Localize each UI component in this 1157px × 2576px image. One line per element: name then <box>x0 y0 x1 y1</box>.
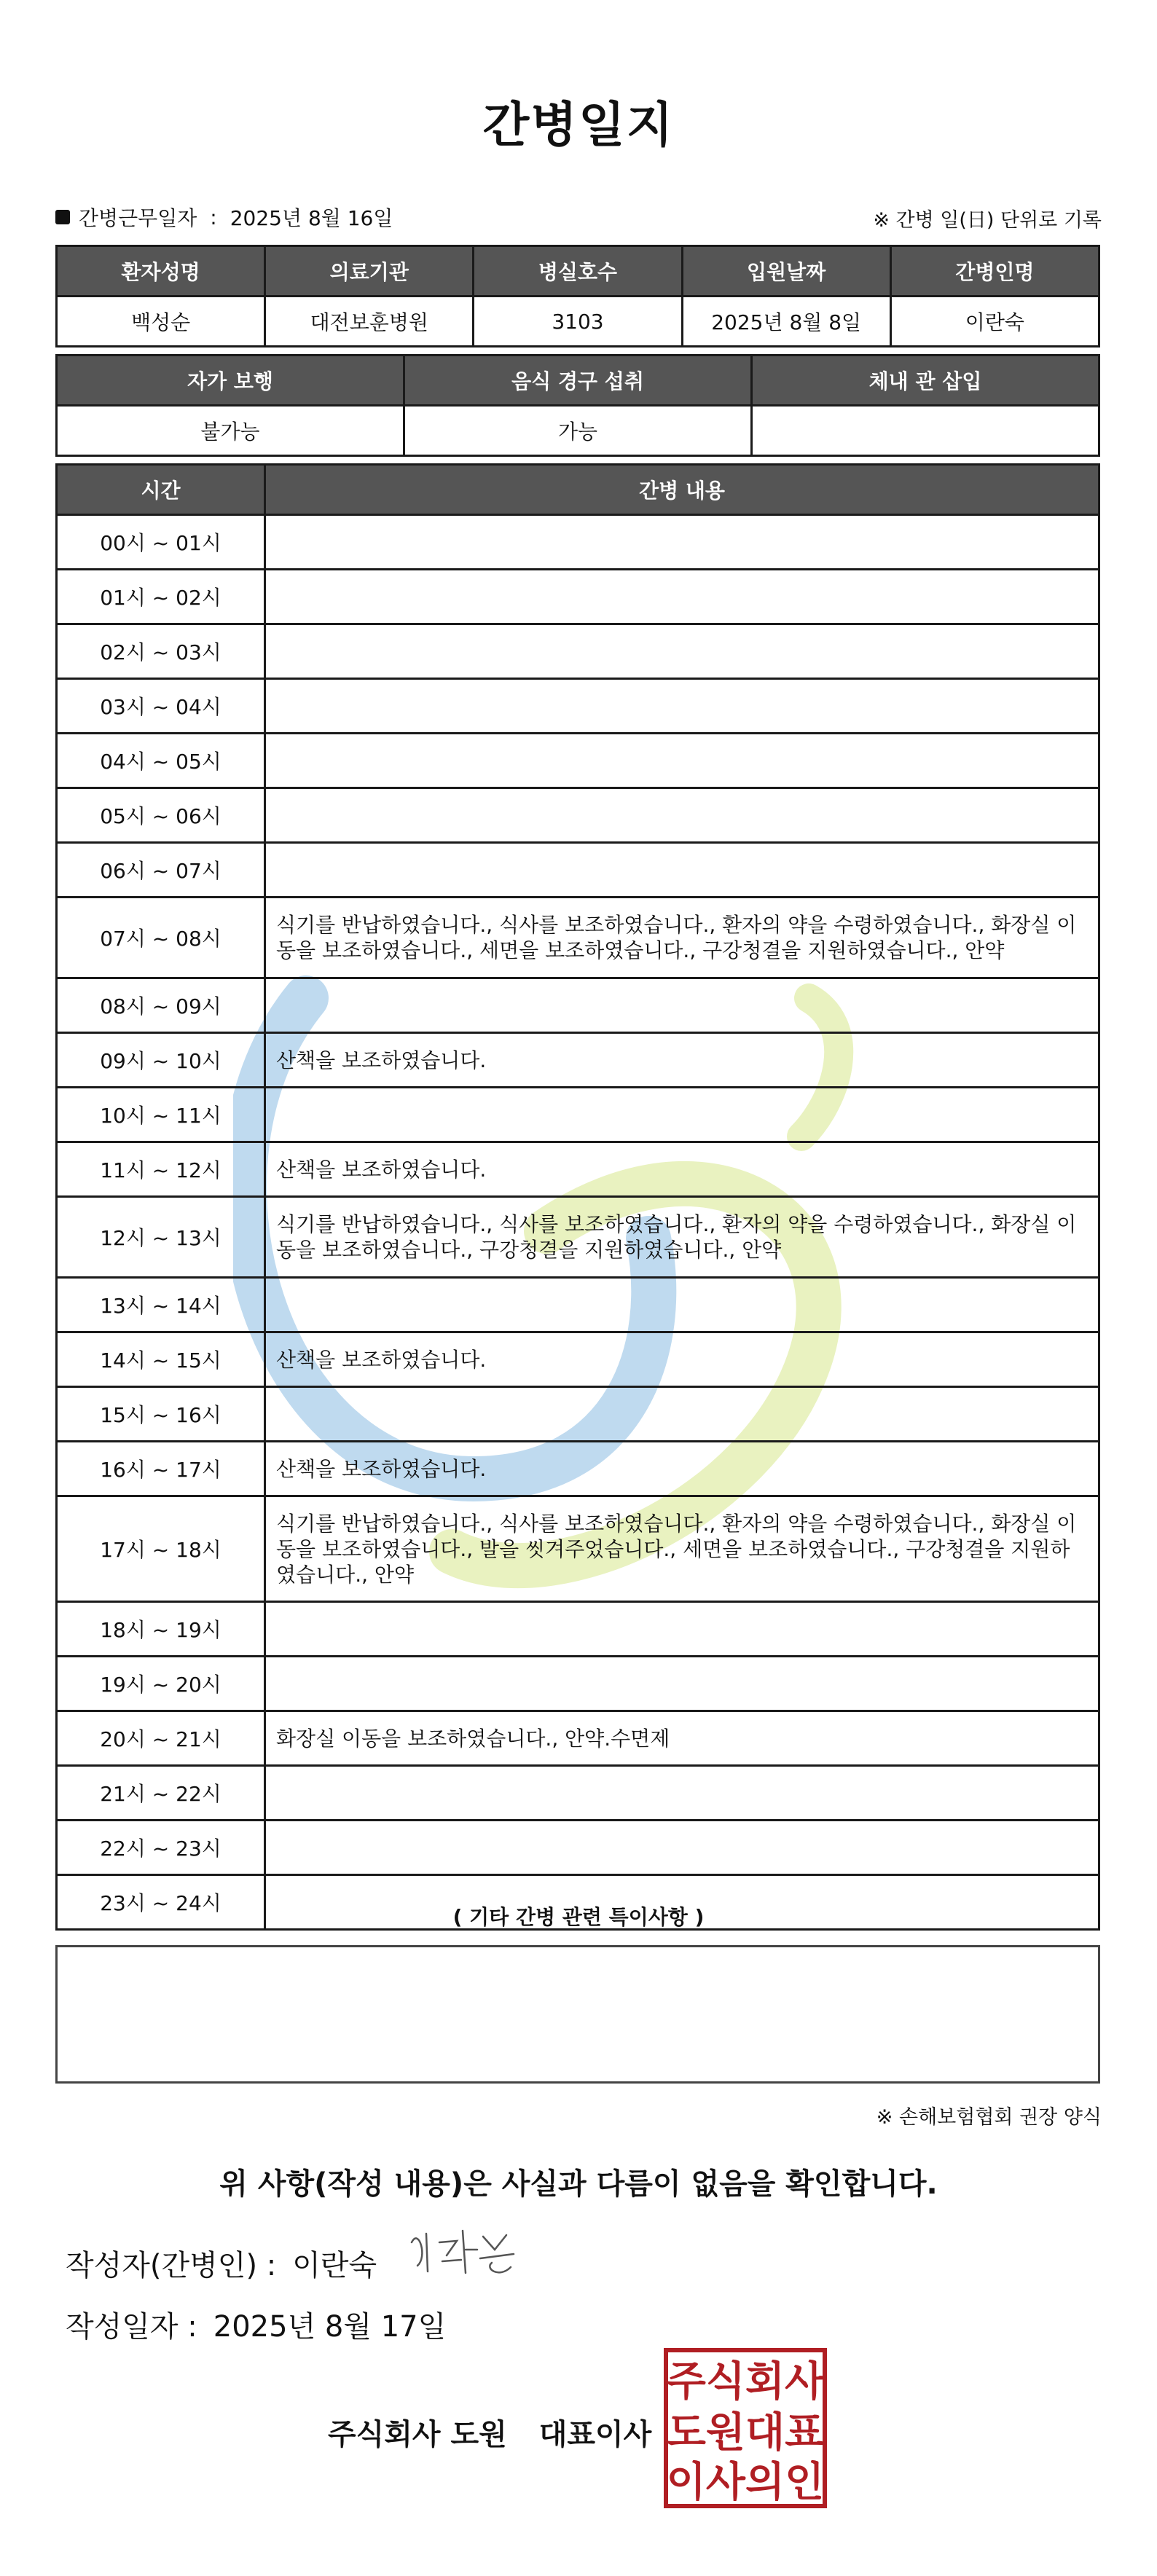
log-content <box>265 1821 1099 1875</box>
log-content <box>265 624 1099 679</box>
seal-line-3: 이사의인 <box>666 2459 825 2506</box>
log-time: 18시 ~ 19시 <box>57 1602 265 1657</box>
patient-status-table <box>55 354 1100 457</box>
header-time: 시간 <box>57 465 265 515</box>
log-content <box>265 1657 1099 1711</box>
log-content: 식기를 반납하였습니다., 식사를 보조하였습니다., 환자의 약을 수령하였습니다., 화장실 이동을 보조하였습니다., 발을 씻겨주었습니다., 세면을 보조하였습니다., 구강청결을 지원하였습니다., 안약 <box>265 1496 1099 1602</box>
log-time: 12시 ~ 13시 <box>57 1197 265 1278</box>
log-header-row <box>57 465 1099 515</box>
log-time: 05시 ~ 06시 <box>57 788 265 843</box>
work-date-row <box>55 203 393 232</box>
log-content <box>265 978 1099 1033</box>
log-content <box>265 1602 1099 1657</box>
header-patient-name: 환자성명 <box>57 246 265 297</box>
header-tube-insertion: 체내 관 삽입 <box>752 356 1099 406</box>
log-time: 17시 ~ 18시 <box>57 1496 265 1602</box>
log-time: 08시 ~ 09시 <box>57 978 265 1033</box>
patient-name: 백성순 <box>57 297 265 347</box>
company-seal-stamp <box>663 2347 828 2509</box>
log-time: 02시 ~ 03시 <box>57 624 265 679</box>
seal-line-2: 도원대표 <box>666 2409 825 2457</box>
admission-date: 2025년 8월 8일 <box>682 297 890 347</box>
log-time: 03시 ~ 04시 <box>57 679 265 734</box>
patient-info-table <box>55 245 1100 347</box>
log-time: 13시 ~ 14시 <box>57 1278 265 1332</box>
header-oral-intake: 음식 경구 섭취 <box>404 356 752 406</box>
log-time: 07시 ~ 08시 <box>57 898 265 978</box>
oral-intake-value: 가능 <box>404 406 752 456</box>
log-time: 19시 ~ 20시 <box>57 1657 265 1711</box>
header-care-content: 간병 내용 <box>265 465 1099 515</box>
writer-name: 이란숙 <box>292 2249 377 2282</box>
log-row <box>57 1197 1099 1278</box>
patient-value-row <box>57 297 1099 347</box>
log-content <box>265 1766 1099 1821</box>
header-hospital: 의료기관 <box>265 246 474 297</box>
writer-row <box>66 2242 377 2284</box>
log-content: 식기를 반납하였습니다., 식사를 보조하였습니다., 환자의 약을 수령하였습니다., 화장실 이동을 보조하였습니다., 구강청결을 지원하였습니다., 안약 <box>265 1197 1099 1278</box>
log-content <box>265 734 1099 788</box>
work-date-separator: : <box>210 205 217 229</box>
log-time: 16시 ~ 17시 <box>57 1442 265 1496</box>
log-content: 식기를 반납하였습니다., 식사를 보조하였습니다., 환자의 약을 수령하였습니다., 화장실 이동을 보조하였습니다., 세면을 보조하였습니다., 구강청결을 지원하였습니다., 안약 <box>265 898 1099 978</box>
log-content <box>265 679 1099 734</box>
log-row <box>57 898 1099 978</box>
page-title: 간병일지 <box>482 97 675 153</box>
log-content <box>265 1387 1099 1442</box>
care-log-table <box>55 463 1100 1931</box>
seal-line-1: 주식회사 <box>666 2358 825 2406</box>
caregiver-name: 이란숙 <box>890 297 1099 347</box>
unit-note: ※ 간병 일(日) 단위로 기록 <box>873 209 1102 232</box>
patient-header-row <box>57 246 1099 297</box>
log-row <box>57 1821 1099 1875</box>
header-admission-date: 입원날짜 <box>682 246 890 297</box>
company-name: 주식회사 도원 <box>328 2418 507 2451</box>
bullet-square-icon <box>55 210 70 224</box>
log-content: 산책을 보조하였습니다. <box>265 1033 1099 1088</box>
log-row <box>57 1711 1099 1766</box>
written-date-row <box>66 2304 446 2345</box>
header-caregiver: 간병인명 <box>890 246 1099 297</box>
header-room: 병실호수 <box>474 246 682 297</box>
log-time: 06시 ~ 07시 <box>57 843 265 898</box>
log-row <box>57 515 1099 570</box>
company-signoff <box>328 2411 651 2453</box>
log-row <box>57 1278 1099 1332</box>
status-header-row <box>57 356 1099 406</box>
log-time: 10시 ~ 11시 <box>57 1088 265 1142</box>
log-time: 00시 ~ 01시 <box>57 515 265 570</box>
confirmation-statement: 위 사항(작성 내용)은 사실과 다름이 없음을 확인합니다. <box>219 2167 938 2201</box>
log-content <box>265 570 1099 624</box>
room-number: 3103 <box>474 297 682 347</box>
log-row <box>57 843 1099 898</box>
log-row <box>57 1033 1099 1088</box>
log-row <box>57 1387 1099 1442</box>
log-time: 09시 ~ 10시 <box>57 1033 265 1088</box>
written-date-value: 2025년 8월 17일 <box>213 2310 447 2344</box>
log-row <box>57 978 1099 1033</box>
log-content: 산책을 보조하였습니다. <box>265 1332 1099 1387</box>
self-walking-value: 불가능 <box>57 406 404 456</box>
company-ceo-title: 대표이사 <box>538 2418 652 2451</box>
header-self-walking: 자가 보행 <box>57 356 404 406</box>
log-content: 산책을 보조하였습니다. <box>265 1442 1099 1496</box>
hospital-name: 대전보훈병원 <box>265 297 474 347</box>
log-content: 산책을 보조하였습니다. <box>265 1142 1099 1197</box>
log-time: 23시 ~ 24시 <box>57 1875 265 1930</box>
work-date-value: 2025년 8월 16일 <box>230 206 393 230</box>
log-row <box>57 1496 1099 1602</box>
log-row <box>57 788 1099 843</box>
log-content <box>265 843 1099 898</box>
notes-box <box>55 1945 1100 2084</box>
log-row <box>57 1142 1099 1197</box>
log-content <box>265 1278 1099 1332</box>
log-content <box>265 788 1099 843</box>
log-row <box>57 1657 1099 1711</box>
written-date-label: 작성일자 : <box>66 2310 197 2344</box>
tube-insertion-value <box>752 406 1099 456</box>
log-time: 04시 ~ 05시 <box>57 734 265 788</box>
log-row <box>57 570 1099 624</box>
log-time: 21시 ~ 22시 <box>57 1766 265 1821</box>
log-content <box>265 515 1099 570</box>
log-content <box>265 1088 1099 1142</box>
writer-label: 작성자(간병인) : <box>66 2249 277 2282</box>
log-time: 14시 ~ 15시 <box>57 1332 265 1387</box>
log-time: 15시 ~ 16시 <box>57 1387 265 1442</box>
log-content: 화장실 이동을 보조하였습니다., 안약.수면제 <box>265 1711 1099 1766</box>
log-row <box>57 734 1099 788</box>
log-row <box>57 1088 1099 1142</box>
log-time: 11시 ~ 12시 <box>57 1142 265 1197</box>
log-time: 22시 ~ 23시 <box>57 1821 265 1875</box>
log-row <box>57 1332 1099 1387</box>
log-time: 01시 ~ 02시 <box>57 570 265 624</box>
log-time: 20시 ~ 21시 <box>57 1711 265 1766</box>
log-row <box>57 679 1099 734</box>
log-row <box>57 624 1099 679</box>
log-row <box>57 1442 1099 1496</box>
status-value-row <box>57 406 1099 456</box>
log-row <box>57 1602 1099 1657</box>
notes-title: ( 기타 간병 관련 특이사항 ) <box>452 1905 705 1929</box>
handwritten-signature <box>404 2220 528 2286</box>
work-date-label: 간병근무일자 <box>79 206 197 230</box>
log-row <box>57 1766 1099 1821</box>
recommend-note: ※ 손해보험협회 권장 양식 <box>876 2106 1102 2129</box>
